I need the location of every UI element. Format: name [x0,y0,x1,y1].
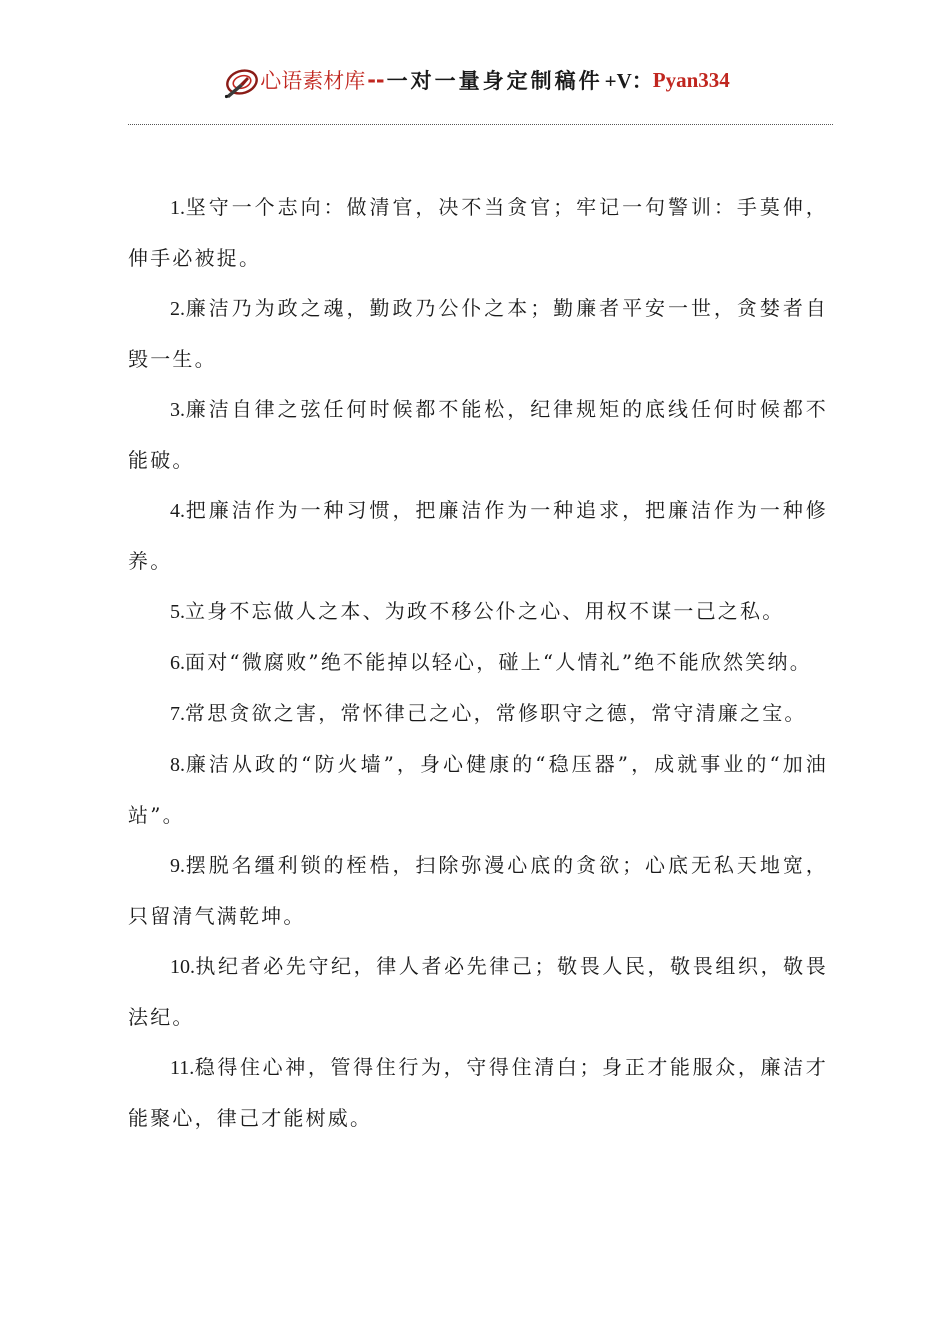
item-text: 把廉洁作为一种习惯，把廉洁作为一种追求，把廉洁作为一种修养。 [128,498,828,573]
item-text: 立身不忘做人之本、为政不移公仆之心、用权不谋一己之私。 [185,599,785,623]
item-number: 11. [170,1057,195,1079]
brand-name: 心语素材库 [260,69,366,93]
list-item [128,586,828,637]
list-item [128,688,828,739]
contact-prefix: +V： [604,69,653,93]
item-number: 4. [170,500,185,522]
list-item [128,283,828,384]
list-item [128,1042,828,1143]
item-text: 稳得住心神，管得住行为，守得住清白；身正才能服众，廉洁才能聚心，律己才能树威。 [128,1055,828,1130]
item-text: 坚守一个志向：做清官，决不当贪官；牢记一句警训：手莫伸，伸手必被捉。 [128,195,828,270]
item-number: 7. [170,703,185,725]
item-number: 8. [170,754,185,776]
contact-id: Pyan334 [652,67,730,92]
item-number: 6. [170,652,185,674]
list-item [128,485,828,586]
list-item [128,637,828,688]
list-item [128,384,828,485]
item-text: 执纪者必先守纪，律人者必先律己；敬畏人民，敬畏组织，敬畏法纪。 [128,954,828,1029]
item-number: 2. [170,298,185,320]
list-item [128,739,828,840]
item-number: 9. [170,855,185,877]
item-text: 面对“微腐败”绝不能掉以轻心，碰上“人情礼”绝不能欣然笑纳。 [185,650,812,674]
list-item [128,941,828,1042]
header-divider [128,124,833,125]
header-slogan: 一对一量身定制稿件 [386,69,603,93]
list-item [128,840,828,941]
item-text: 廉洁乃为政之魂，勤政乃公仆之本；勤廉者平安一世，贪婪者自毁一生。 [128,296,828,371]
item-text: 常思贪欲之害，常怀律己之心，常修职守之德，常守清廉之宝。 [185,701,807,725]
pen-swirl-logo-icon [220,62,260,102]
item-text: 廉洁自律之弦任何时候都不能松，纪律规矩的底线任何时候都不能破。 [128,397,828,472]
header-banner [220,60,730,100]
item-text: 廉洁从政的“防火墙”，身心健康的“稳压器”，成就事业的“加油站”。 [128,752,828,827]
page-header [0,58,950,102]
document-body [128,182,828,1143]
item-text: 摆脱名缰利锁的桎梏，扫除弥漫心底的贪欲；心底无私天地宽，只留清气满乾坤。 [128,853,828,928]
item-number: 5. [170,601,185,623]
item-number: 1. [170,197,185,219]
header-separator: -- [367,68,385,92]
list-item [128,182,828,283]
item-number: 3. [170,399,185,421]
item-number: 10. [170,956,195,978]
